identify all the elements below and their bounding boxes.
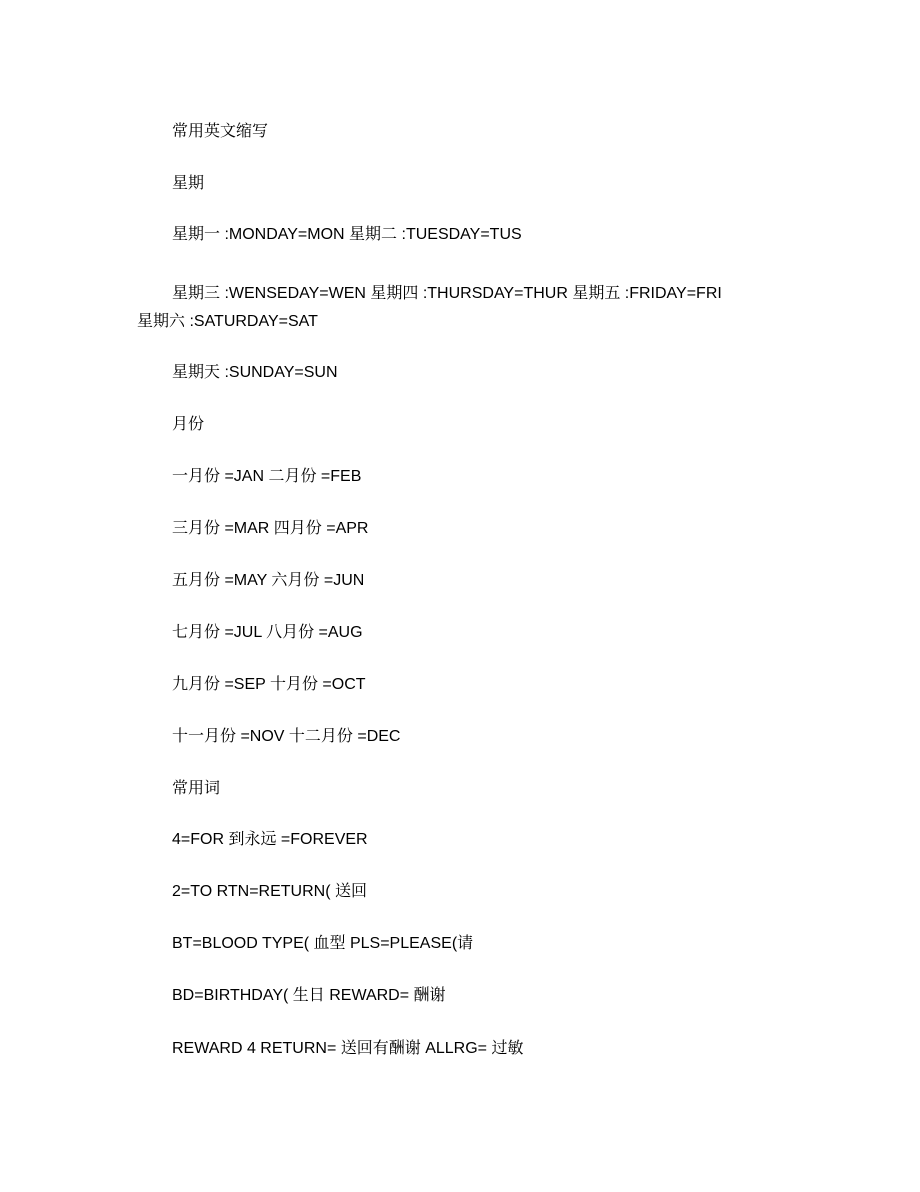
month-line: 五月份 =MAY 六月份 =JUN: [172, 572, 365, 589]
common-line: BD=BIRTHDAY( 生日 REWARD= 酬谢: [172, 987, 446, 1004]
common-line: BT=BLOOD TYPE( 血型 PLS=PLEASE(请: [172, 935, 474, 952]
month-line: 九月份 =SEP 十月份 =OCT: [172, 676, 366, 693]
month-line: 一月份 =JAN 二月份 =FEB: [172, 468, 362, 485]
week-line-wed-fri: 星期三 :WENSEDAY=WEN 星期四 :THURSDAY=THUR 星期五 :FRIDAY=FRI: [172, 285, 722, 302]
common-line: 2=TO RTN=RETURN( 送回: [172, 883, 367, 900]
month-line: 三月份 =MAR 四月份 =APR: [172, 520, 369, 537]
common-line: REWARD 4 RETURN= 送回有酬谢 ALLRG= 过敏: [172, 1040, 524, 1057]
week-line-sat: 星期六 :SATURDAY=SAT: [137, 313, 318, 330]
month-line: 十一月份 =NOV 十二月份 =DEC: [172, 728, 401, 745]
month-line: 七月份 =JUL 八月份 =AUG: [172, 624, 363, 641]
common-heading: 常用词: [172, 780, 221, 797]
week-heading: 星期: [172, 175, 205, 192]
week-line-mon-tue: 星期一 :MONDAY=MON 星期二 :TUESDAY=TUS: [172, 226, 522, 243]
common-line: 4=FOR 到永远 =FOREVER: [172, 831, 368, 848]
document-title: 常用英文缩写: [172, 123, 269, 140]
week-line-sun: 星期天 :SUNDAY=SUN: [172, 364, 338, 381]
month-heading: 月份: [172, 416, 205, 433]
